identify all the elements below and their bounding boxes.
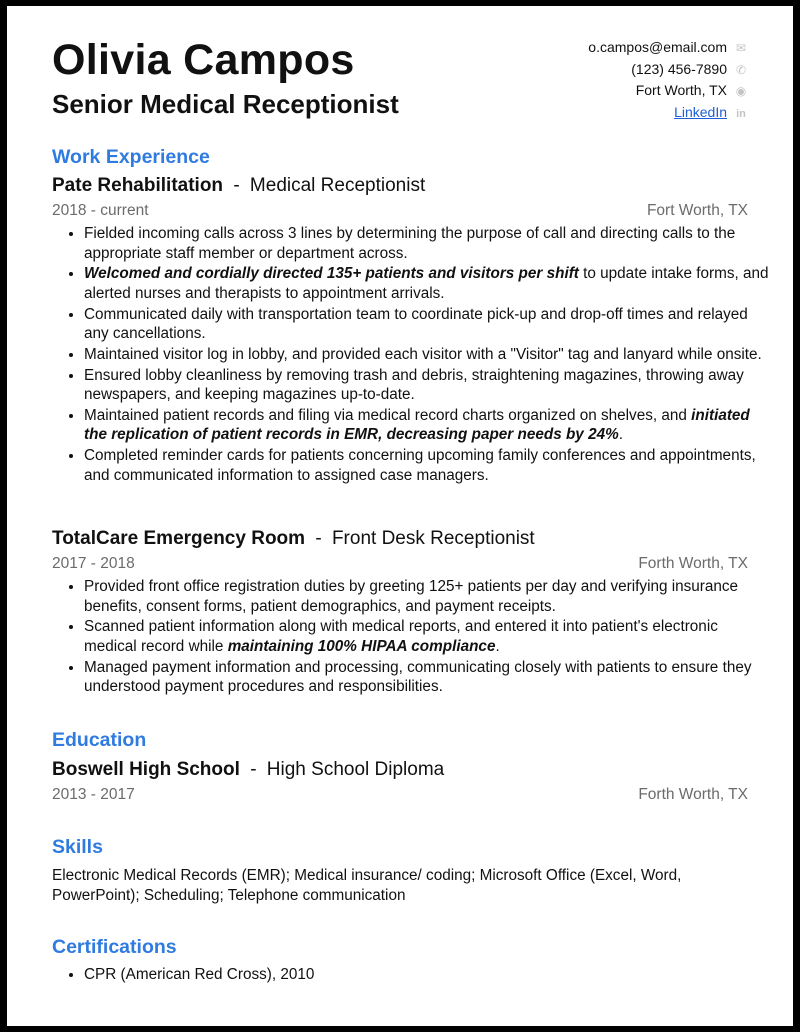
bullet-text-end: . (495, 637, 500, 655)
section-skills: Skills (52, 836, 103, 858)
phone-icon: ✆ (735, 63, 747, 77)
resume-page (7, 6, 793, 1026)
phone-text: (123) 456-7890 (631, 61, 727, 77)
linkedin-icon: in (736, 108, 746, 120)
location-text: Fort Worth, TX (635, 82, 727, 98)
list-item (84, 264, 774, 303)
certification-item: • CPR (American Red Cross), 2010 (84, 965, 774, 985)
job-1-location: Fort Worth, TX (646, 202, 748, 219)
list-item (84, 658, 774, 697)
bullet-text: Provided front office registration duties by greeting 125+ patients per day and verifying insurance benefits, consent forms, patient demographics, and payment receipts. (84, 578, 739, 615)
list-item (84, 406, 774, 445)
list-item (84, 446, 774, 485)
bullet-text: Fielded incoming calls across 3 lines by determining the purpose of call and directing calls to the appropriate staff member or department across. (84, 225, 736, 262)
education-dates: 2013 - 2017 (52, 786, 135, 803)
job-2-location: Forth Worth, TX (638, 555, 748, 572)
bullet-text: Maintained visitor log in lobby, and provided each visitor with a "Visitor" tag and lanyard while onsite. (84, 345, 762, 363)
bullet-emphasis: maintaining 100% HIPAA compliance (227, 637, 496, 655)
bullet-text: Maintained patient records and filing via medical record charts organized on shelves, and (84, 406, 692, 424)
skills-text: Electronic Medical Records (EMR); Medical insurance/ coding; Microsoft Office (Excel, Word, PowerPoint); Scheduling; Telephone communication (52, 867, 682, 904)
candidate-name: Olivia Campos (52, 36, 355, 84)
bullet-text-end: . (618, 426, 623, 444)
job-2-company: TotalCare Emergency Room (52, 528, 306, 549)
job-1-dates: 2018 - current (52, 202, 149, 219)
job-1-heading (52, 175, 425, 197)
contact-linkedin (674, 104, 748, 120)
bullet-emphasis: initiated the replication of patient records in EMR, decreasing paper needs by 24% (84, 406, 750, 444)
contact-email (588, 39, 748, 55)
job-2-role: Front Desk Receptionist (331, 528, 535, 549)
job-2-separator: - (315, 528, 322, 549)
contact-location (636, 82, 748, 98)
email-text: o.campos@email.com (588, 39, 727, 55)
job-2-bullets (65, 577, 774, 698)
bullet-text: Scanned patient information along with medical reports, and entered it into patient's electronic medical record while (84, 618, 718, 655)
list-item (84, 366, 774, 405)
education-heading (52, 759, 444, 781)
job-1-separator: - (233, 175, 240, 196)
envelope-icon: ✉ (735, 41, 747, 55)
job-1-role: Medical Receptionist (249, 175, 426, 196)
job-1-bullets (65, 224, 774, 487)
education-degree: High School Diploma (266, 759, 445, 780)
job-2-heading (52, 528, 535, 550)
bullet-text: Communicated daily with transportation team to coordinate pick-up and drop-off times and relayed any cancellations. (84, 305, 748, 343)
bullet-emphasis: Welcomed and cordially directed 135+ patients and visitors per shift (84, 265, 579, 283)
education-location: Forth Worth, TX (638, 786, 748, 803)
bullet-text-end: to update intake forms, and alerted nurses and therapists to appointment arrivals. (84, 265, 769, 302)
list-item (84, 577, 774, 616)
education-school: Boswell High School (52, 759, 240, 780)
candidate-title: Senior Medical Receptionist (52, 89, 399, 119)
list-item (84, 305, 774, 344)
section-certifications: Certifications (52, 936, 177, 958)
map-pin-icon: ◉ (735, 84, 747, 98)
contact-phone (631, 61, 748, 77)
list-item (84, 617, 774, 656)
education-separator: - (250, 759, 257, 780)
job-1-company: Pate Rehabilitation (52, 175, 224, 196)
bullet-text: Completed reminder cards for patients concerning upcoming family conferences and appointments, and communicated information to assigned case managers. (84, 447, 756, 484)
bullet-text: Managed payment information and processing, communicating closely with patients to ensure they understood payment procedures and responsibilities. (84, 658, 752, 696)
section-education: Education (52, 729, 147, 751)
list-item (84, 224, 774, 263)
certifications-list (65, 965, 774, 986)
bullet-text: Ensured lobby cleanliness by removing trash and debris, straightening magazines, throwing away newspapers, and keeping magazines up-to-date. (84, 366, 744, 404)
section-work-experience: Work Experience (52, 146, 210, 168)
list-item (84, 345, 774, 365)
job-2-dates: 2017 - 2018 (52, 555, 135, 572)
linkedin-link[interactable]: LinkedIn (674, 104, 727, 120)
